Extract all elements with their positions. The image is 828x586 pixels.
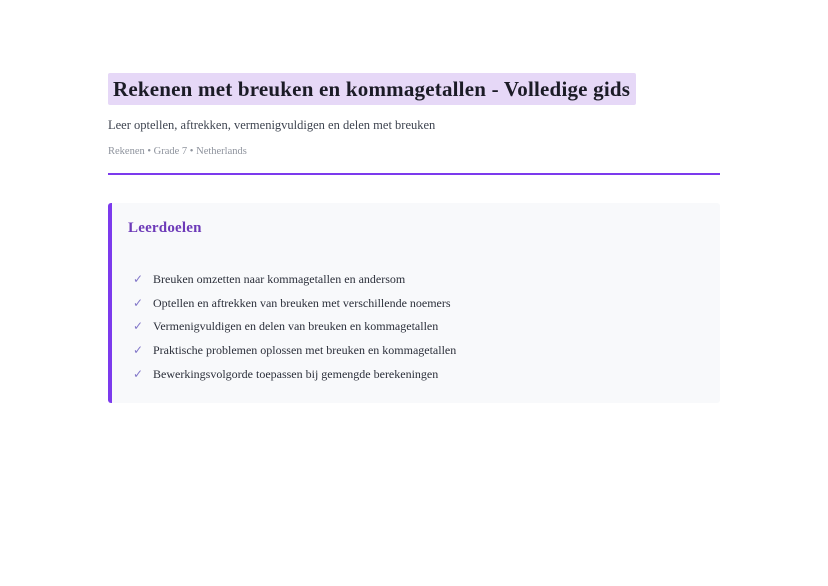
objective-text: Breuken omzetten naar kommagetallen en andersom: [153, 271, 406, 286]
list-item: [133, 343, 696, 357]
objective-text: Vermenigvuldigen en delen van breuken en kommagetallen: [153, 319, 439, 334]
objective-text: Optellen en aftrekken van breuken met verschillende noemers: [153, 295, 451, 310]
checkmark-icon: ✓: [133, 295, 144, 310]
checkmark-icon: ✓: [133, 343, 144, 358]
objectives-list: [128, 272, 696, 382]
page-meta: Rekenen • Grade 7 • Netherlands: [108, 146, 247, 158]
list-item: [133, 296, 696, 310]
accent-divider: [108, 173, 720, 175]
checkmark-icon: ✓: [133, 271, 144, 286]
page-title-highlight: Rekenen met breuken en kommagetallen - Volledige gids: [108, 73, 636, 105]
page-subtitle: Leer optellen, aftrekken, vermenigvuldigen en delen met breuken: [108, 118, 436, 133]
list-item: [133, 367, 696, 381]
list-item: [133, 319, 696, 333]
objectives-heading: Leerdoelen: [128, 219, 202, 236]
document-content: [108, 0, 720, 403]
checkmark-icon: ✓: [133, 367, 144, 382]
objective-text: Praktische problemen oplossen met breuken en kommagetallen: [153, 343, 457, 358]
list-item: [133, 272, 696, 286]
page-title: [108, 78, 720, 101]
objective-text: Bewerkingsvolgorde toepassen bij gemengde berekeningen: [153, 367, 439, 382]
checkmark-icon: ✓: [133, 319, 144, 334]
objectives-card: [108, 203, 720, 403]
